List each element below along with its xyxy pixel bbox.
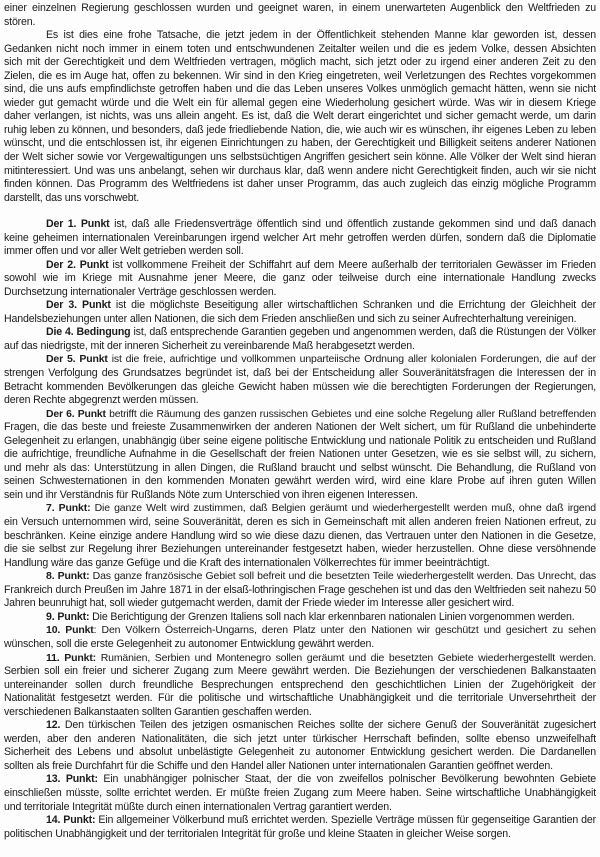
point-heading: 7. Punkt: bbox=[46, 502, 91, 515]
point-text: Die Berichtigung der Grenzen Italiens soll nach klar erkennbaren nationalen Linien vorgenommen werden. bbox=[89, 610, 575, 623]
text-line bbox=[4, 570, 596, 584]
text-line bbox=[4, 611, 596, 625]
text-line bbox=[4, 719, 596, 733]
text-line: ein Versuch unternommen wird, seine Souveränität, deren es sich in Gemeinschaft mit allen anderen freien Nationen erfreut, zu bbox=[4, 516, 596, 529]
point-heading: Der 1. Punkt bbox=[46, 218, 110, 230]
point-paragraph bbox=[4, 299, 596, 326]
point-text: Die ganze Welt wird zustimmen, daß Belgien geräumt und wiederhergestellt werden muß, ohne daß irgend bbox=[90, 502, 596, 515]
text-line: sowohl wie im Kriege mit Ausnahme jener Meere, die ganz oder teilweise durch eine internationale Handlung zwecks bbox=[4, 272, 596, 285]
text-line: die sie selbst zur Regelung ihrer Beziehungen untereinander festgesetzt haben, wieder herzustellen. Ohne diese versöhnende bbox=[4, 543, 596, 556]
text-line: Fragen, die das beste und freieste Zusammenwirken der anderen Nationen der Welt sichert, um für Rußland die unbehinderte bbox=[4, 421, 596, 434]
point-heading: Der 3. Punkt bbox=[46, 299, 111, 312]
point-heading: 10. Punkt bbox=[46, 624, 94, 637]
point-heading: 9. Punkt: bbox=[46, 610, 90, 623]
point-heading: 11. Punkt: bbox=[46, 651, 97, 664]
text-line: verschiedenen Balkanstaaten sollten Garantien geschaffen werden. bbox=[4, 705, 312, 718]
text-line: einer einzelnen Regierung geschlossen wurden und geeignet waren, in einem unerwarteten Augenblick den Weltfrieden zu bbox=[4, 2, 596, 14]
text-line bbox=[4, 773, 596, 787]
point-text: Das ganze französische Gebiet soll befreit und die besetzten Teile wiederhergestellt werden. Das Unrecht, das bbox=[89, 570, 596, 583]
text-line: sich mit der Gerechtigkeit und dem Weltfrieden vertragen, möglich macht, sich jetzt oder zu irgend einer anderen Zeit zu den bbox=[4, 56, 596, 69]
point-text: ist, daß entsprechende Garantien gegeben und angenommen werden, daß die Rüstungen der Völker bbox=[130, 326, 596, 339]
intro-section bbox=[4, 2, 596, 205]
text-line: daher verlangen, ist nichts, was uns allein angeht. Es ist, daß die Welt derart eingerichtet und sicher gemacht werde, um darin bbox=[4, 110, 596, 123]
text-line bbox=[4, 299, 596, 313]
text-line: sollten als freie Durchfahrt für die Schiffe und den Handel aller Nationen unter internationalen Garantien geöffnet werden. bbox=[4, 759, 553, 772]
text-line: und territoriale Integrität müßte durch einen internationalen Vertrag garantiert werden. bbox=[4, 800, 392, 813]
text-line: immer offen und vor aller Welt getrieben werden soll. bbox=[4, 245, 244, 258]
text-line: sein und ihr Verständnis für Rußlands Nöte zum Unterschied von ihren eigenen Interessen. bbox=[4, 488, 418, 501]
point-text: betrifft die Räumung des ganzen russischen Gebietes und eine solche Regelung aller Rußland betreffenden bbox=[105, 408, 596, 420]
point-paragraph bbox=[4, 259, 596, 300]
point-text: ist die möglichste Beseitigung aller wirtschaftlichen Schranken und die Errichtung der Gleichheit der bbox=[110, 299, 596, 312]
text-line: darstellt, das uns vorschwebt. bbox=[4, 191, 140, 204]
text-line: seinen Schwesternationen in den kommenden Monaten gewährt werden wird, wird eine klare Probe auf ihren guten Willen bbox=[4, 475, 596, 488]
point-paragraph bbox=[4, 611, 596, 625]
text-line bbox=[4, 652, 596, 666]
text-line: und mehr als das: Unterstützung in allen Dingen, die Rußland braucht und selbst wünscht. Die Behandlung, die Rußland von bbox=[4, 461, 596, 474]
text-line: auf das niedrigste, mit der inneren Sicherheit zu vereinbarende Maß herabgesetzt werden. bbox=[4, 339, 415, 352]
text-line bbox=[4, 259, 596, 273]
text-line: strengen Verfolgung des Grundsatzes begründet ist, daß bei der Entscheidung aller Souveränitätsfragen die Interessen der in bbox=[4, 367, 596, 380]
text-line bbox=[4, 814, 596, 828]
text-line: stören. bbox=[4, 15, 36, 28]
point-heading: 13. Punkt: bbox=[46, 773, 98, 786]
text-line: sind, die uns aufs empfindlichste getroffen haben und die das Leben unseres Volkes unmöglich gemacht hätten, wenn sie nicht bbox=[4, 83, 596, 96]
point-paragraph bbox=[4, 353, 596, 407]
point-paragraph bbox=[4, 502, 596, 570]
fourteen-points-list bbox=[4, 218, 596, 841]
point-paragraph bbox=[4, 814, 596, 841]
continued-paragraph bbox=[4, 2, 596, 29]
point-text: : Den Völkern Österreich-Ungarns, deren Platz unter den Nationen wir geschützt und gesichert zu sehen bbox=[93, 624, 596, 637]
text-line: mitinteressiert. Und was uns anbelangt, sehen wir durchaus klar, daß wenn andere nicht Gerechtigkeit finden, auch wir sie nicht bbox=[4, 164, 596, 177]
intro-paragraph bbox=[4, 29, 596, 205]
point-heading: 12. bbox=[46, 719, 61, 732]
text-line bbox=[4, 624, 596, 638]
point-paragraph bbox=[4, 719, 596, 773]
text-line bbox=[4, 218, 596, 232]
text-line: einschließen müsste, sollte errichtet werden. Er müßte freien Zugang zum Meere haben. Seine wirtschaftliche Unabhängigkeit bbox=[4, 786, 596, 799]
text-line: Betracht kommenden Bevölkerungen das gleiche Gewicht haben müssen wie die berechtigten Forderungen der Regierungen, bbox=[4, 380, 596, 393]
text-line bbox=[4, 353, 596, 367]
text-line: politischen Unabhängigkeit und der territorialen Integrität für große und kleine Staaten in gleicher Weise sorgen. bbox=[4, 827, 511, 840]
point-paragraph bbox=[4, 652, 596, 720]
text-line: Jahren beunruhigt hat, soll wieder gutgemacht werden, damit der Friede wieder im Interesse aller gesichert wird. bbox=[4, 597, 515, 610]
point-heading: 8. Punkt: bbox=[46, 570, 90, 583]
text-line: Sicherheit des Lebens und absolut unbelästigte Gelegenheit zu autonomer Entwicklung gesichert werden. Die Dardanellen bbox=[4, 746, 596, 759]
point-heading: Die 4. Bedingung bbox=[46, 326, 131, 339]
text-line: Nationalität festgesetzt werden. Für die politische und wirtschaftliche Unabhängigkeit und die territoriale Unversehrtheit der bbox=[4, 692, 596, 705]
text-line bbox=[4, 502, 596, 516]
point-text: Rumänien, Serbien und Montenegro sollen geräumt und die besetzten Gebiete wiederhergestellt werden. bbox=[96, 651, 596, 664]
text-line: werden, aber den anderen Nationalitäten, die sich jetzt unter türkischer Herrschaft befinden, sollte ebenso unzweifelhaft bbox=[4, 732, 596, 745]
text-line: keine geheimen internationalen Vereinbarungen irgend welcher Art mehr getroffen werden dürfen, sondern daß die Diplomatie bbox=[4, 231, 596, 244]
point-paragraph bbox=[4, 773, 596, 814]
text-line: wünschen, soll die erste Gelegenheit zu autonomer Entwicklung gewährt werden. bbox=[4, 637, 375, 650]
text-line: finden können. Das Programm des Weltfriedens ist daher unser Programm, das auch zugleich das einzig mögliche Programm bbox=[4, 178, 596, 191]
text-line: beschränken. Keine einzige andere Handlung wird so wie diese dazu dienen, das Vertrauen unter den Nationen in die Gesetze, bbox=[4, 529, 596, 542]
point-text: ist die freie, aufrichtige und vollkommen unparteiische Ordnung aller kolonialen Forderungen, die auf der bbox=[107, 353, 596, 366]
point-paragraph bbox=[4, 218, 596, 259]
point-text: Den türkischen Teilen des jetzigen osmanischen Reiches sollte der sichere Genuß der Souveränität zugesichert bbox=[60, 719, 596, 732]
text-line: Handlung wäre das ganze Gefüge und die Kraft des internationalen Völkerrechtes für immer beeinträchtigt. bbox=[4, 556, 490, 569]
point-text: ist, daß alle Friedensverträge öffentlich sind und öffentlich zustande gekommen sind und daß danach bbox=[109, 218, 596, 230]
point-paragraph bbox=[4, 624, 596, 651]
text-line: Es ist dies eine frohe Tatsache, die jetzt jedem in der Öffentlichkeit stehenden Manne klar geworden ist, dessen bbox=[46, 29, 596, 42]
text-line: untereinander sollen durch freundliche Besprechungen entsprechend den geschichtlichen Linien der Zugehörigkeit der bbox=[4, 678, 596, 691]
text-line: ruhig leben zu können, und besonders, daß jede friedliebende Nation, die, wie auch wir es wünschen, ihr eigenes Leben zu leben bbox=[4, 123, 596, 136]
text-line: Serbien soll ein freier und sicherer Zugang zum Meere gewährt werden. Die Beziehungen der verschiedenen Balkanstaaten bbox=[4, 665, 596, 678]
point-paragraph bbox=[4, 408, 596, 503]
text-line: Gedanken nicht noch immer in einem toten und entschwundenen Zeitalter weilen und die es jedem Volke, dessen Absichten bbox=[4, 42, 596, 55]
text-line: die aufrichtige, freundliche Aufnahme in die Gesellschaft der freien Nationen unter Gesetzen, wie es sie selbst will, zu sichern, bbox=[4, 448, 596, 461]
point-heading: Der 6. Punkt bbox=[46, 408, 106, 420]
point-text: ist vollkommene Freiheit der Schiffahrt auf dem Meere außerhalb der territorialen Gewässer im Frieden bbox=[108, 258, 596, 271]
point-heading: 14. Punkt: bbox=[46, 814, 96, 827]
text-line: Frankreich durch Preußen im Jahre 1871 in der elsaß-lothringischen Frage geschehen ist und das den Weltfrieden seit nahezu 50 bbox=[4, 583, 596, 596]
point-heading: Der 5. Punkt bbox=[46, 353, 108, 366]
text-line: wünscht, und die entschlossen ist, ihr eigenen Einrichtungen zu haben, der Gerechtigkeit und Billigkeit seitens anderer Nationen bbox=[4, 137, 596, 150]
text-line bbox=[4, 408, 596, 422]
text-line bbox=[4, 326, 596, 340]
point-paragraph bbox=[4, 570, 596, 611]
point-text: Ein unabhängiger polnischer Staat, der die von zweifellos polnischer Bevölkerung bewohnten Gebiete bbox=[97, 773, 596, 786]
point-text: Ein allgemeiner Völkerbund muß errichtet werden. Spezielle Verträge müssen für gegenseitige Garantien der bbox=[95, 814, 596, 827]
text-line: Handelsbeziehungen unter allen Nationen, die sich dem Frieden anschließen und sich zu seiner Aufrechterhaltung vereinigen. bbox=[4, 312, 577, 325]
text-line: wieder gut gemacht würde und die Welt ein für allemal gegen eine Wiederholung gesichert würde. Was wir in diesem Kriege bbox=[4, 96, 596, 109]
point-heading: Der 2. Punkt bbox=[46, 258, 109, 271]
text-line: Gelegenheit zu erlangen, unabhängig über seine eigene politische Entwicklung und nationale Politik zu entscheiden und Rußland bbox=[4, 434, 596, 447]
text-line: Durchsetzung internationaler Verträge geschlossen werden. bbox=[4, 285, 277, 298]
text-line: Zielen, die es im Auge hat, offen zu bekennen. Wir sind in den Krieg eingetreten, weil Verletzungen des Rechtes vorgekommen bbox=[4, 69, 596, 82]
point-paragraph bbox=[4, 326, 596, 353]
text-line: der Welt sicher sowie vor Vergewaltigungen uns selbstsüchtigen Angriffen gesichert sein könne. Alle Völker der Welt sind hieran bbox=[4, 151, 596, 164]
text-line: deren Rechte abgegrenzt werden müssen. bbox=[4, 394, 199, 407]
